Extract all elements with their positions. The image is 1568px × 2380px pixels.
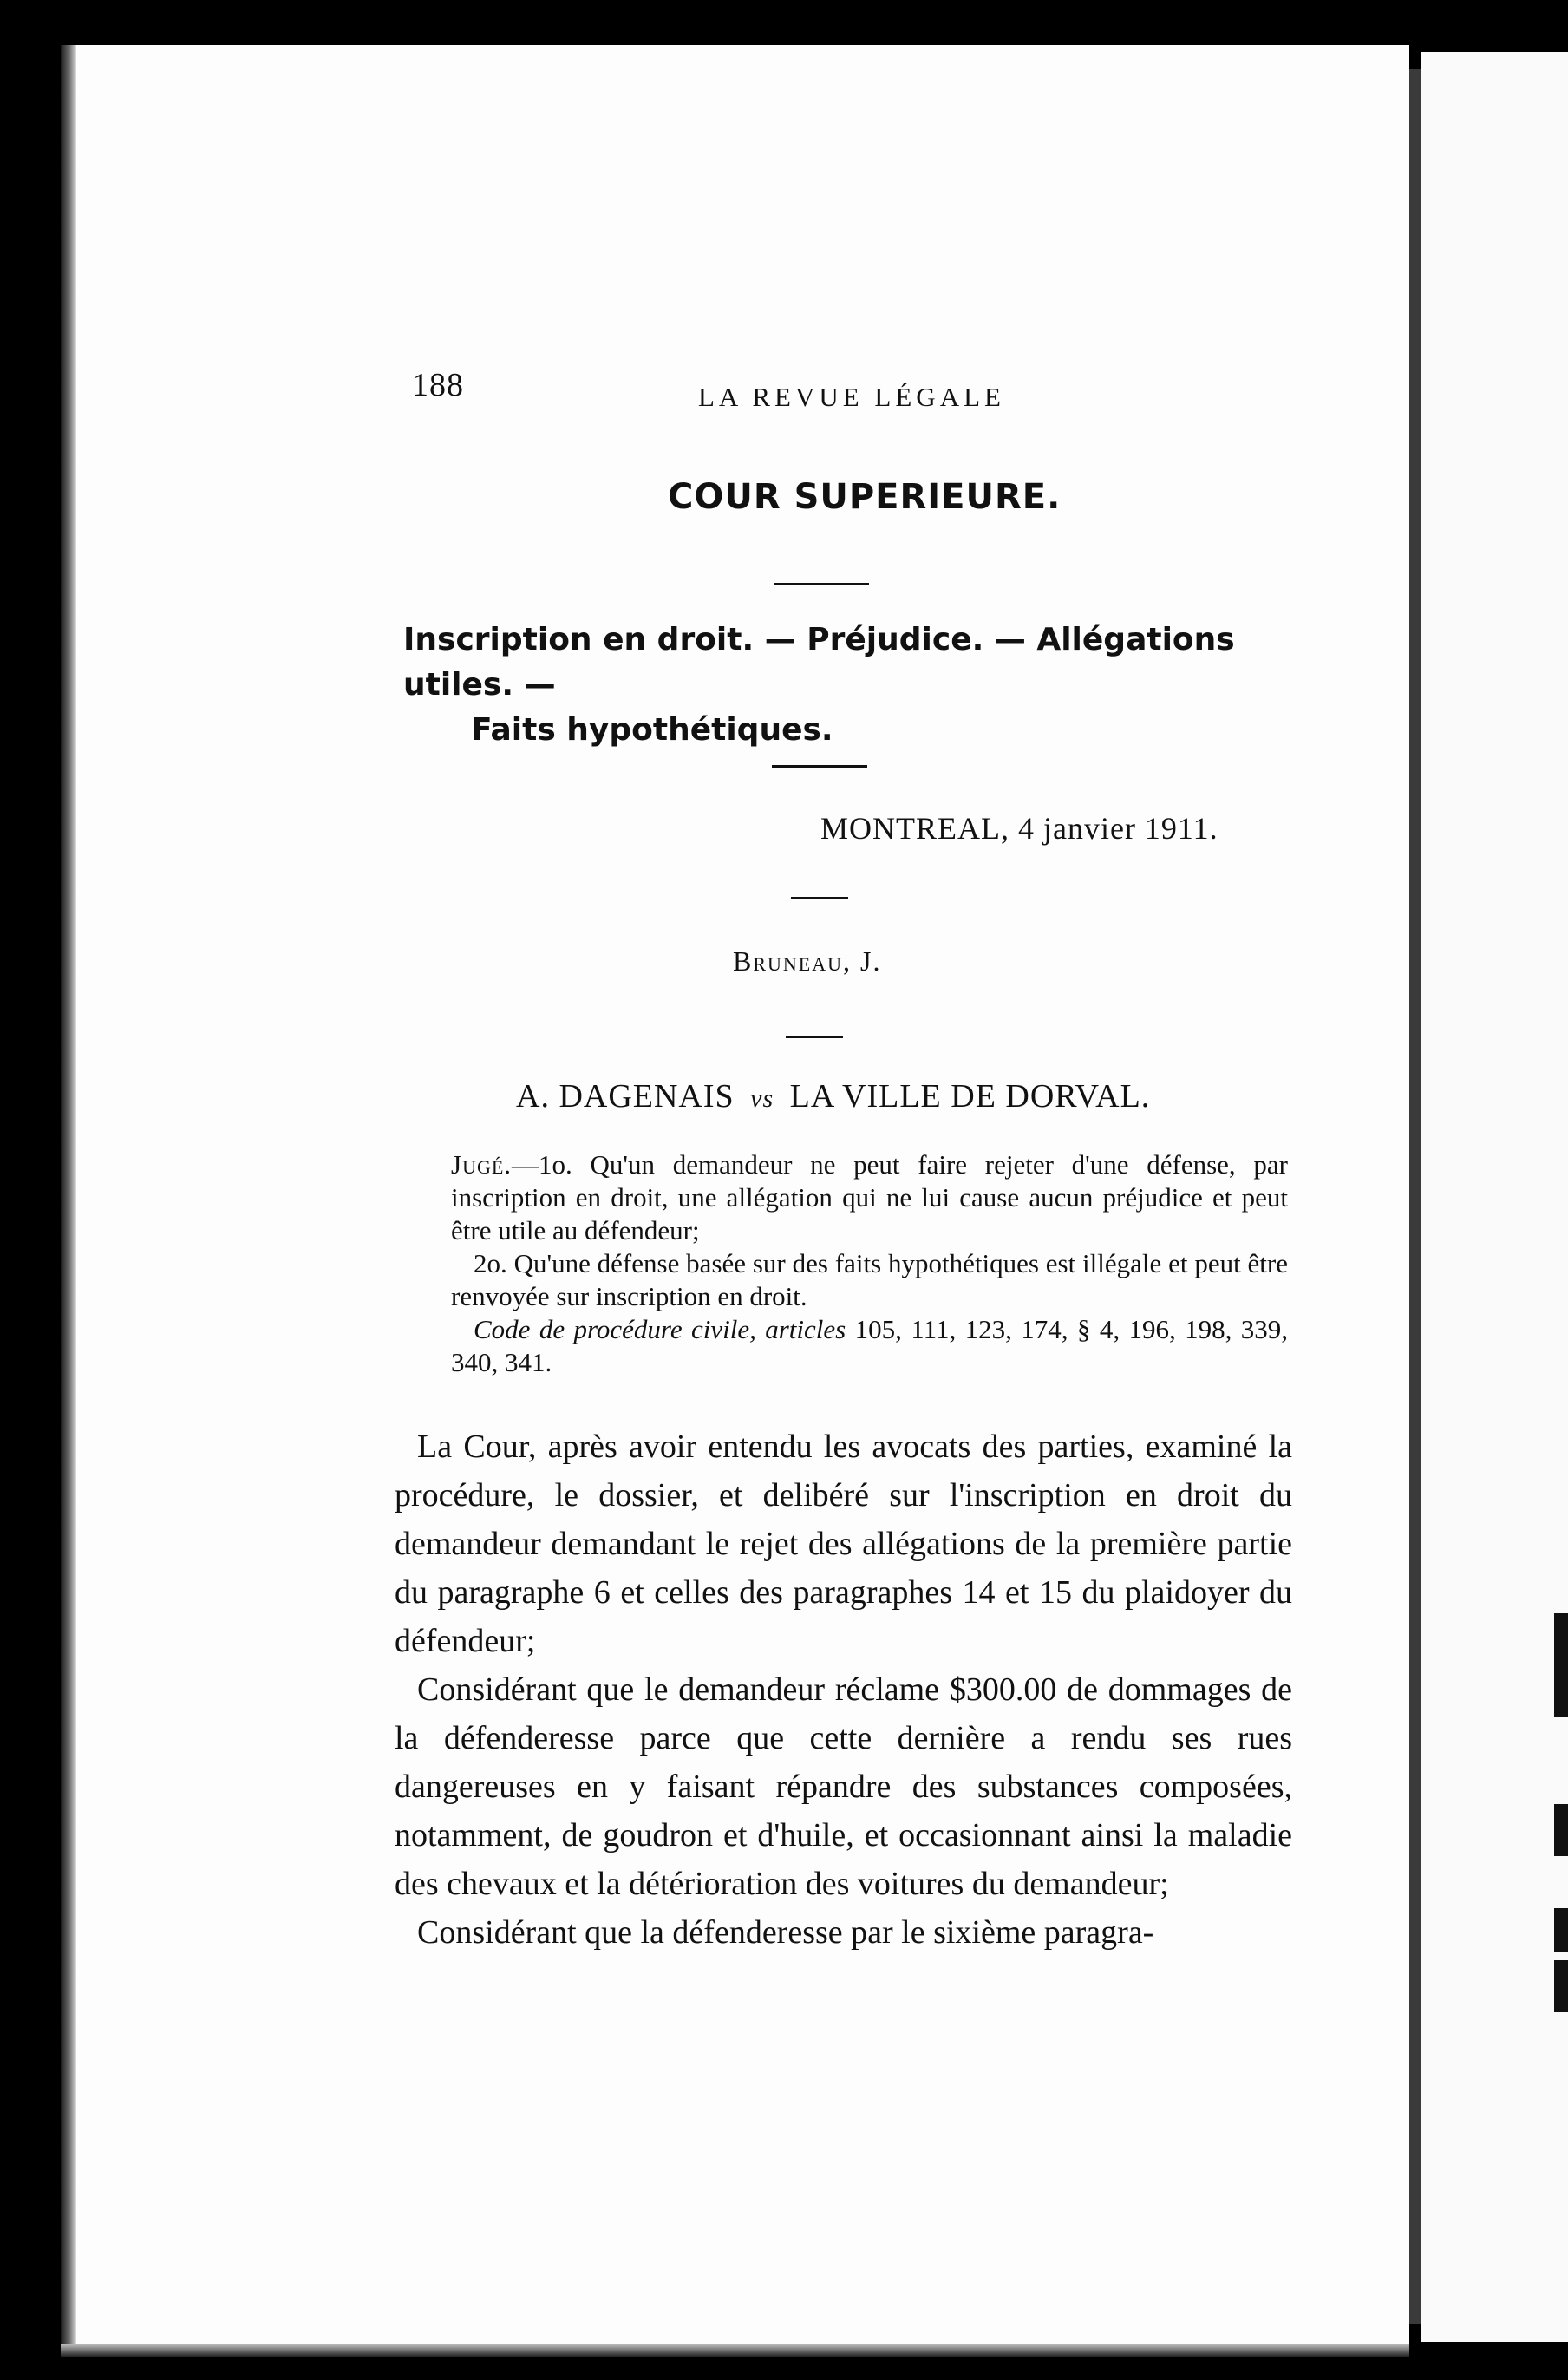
edge-mark [1554, 1613, 1568, 1717]
page-number: 188 [412, 367, 464, 403]
edge-mark [1554, 1908, 1568, 1952]
section-rule [786, 1036, 843, 1038]
paragraph: La Cour, après avoir entendu les avocats des parties, examiné la procédure, le dossier, et delibéré sur l'inscription en droit du demandeur demandant le rejet des allégations de la première partie du paragraphe 6 et celles des paragraphes 14 et 15 du plaidoyer du défendeur; [395, 1429, 1292, 1659]
section-rule [774, 583, 869, 585]
section-rule [791, 897, 848, 899]
paragraph: Considérant que le demandeur réclame $300.00 de dommages de la défenderesse parce que cette dernière a rendu ses rues dangereuses en y faisant répandre des substances composées, notamment, de goudron et d'huile, et occasionnant ainsi la maladie des chevaux et la détérioration des voitures du demandeur; [395, 1671, 1292, 1902]
headnote-point-2: 2o. Qu'une défense basée sur des faits hypothétiques est illégale et peut être renvoyée sur inscription en droit. [451, 1248, 1288, 1311]
court-title: COUR SUPERIEURE. [668, 477, 1062, 517]
edge-mark [1554, 1960, 1568, 2012]
case-parties [516, 1077, 1150, 1115]
versus: vs [750, 1084, 774, 1113]
headnote-label: Jugé. [451, 1149, 513, 1180]
book-page [61, 45, 1409, 2357]
subject-line-2: Faits hypothétiques. [471, 712, 833, 748]
subject-heading [403, 618, 1310, 753]
running-head: LA REVUE LÉGALE [698, 382, 1005, 412]
page-content [61, 45, 1409, 2357]
headnote-point-1-text: —1o. Qu'un demandeur ne peut faire rejeter d'une défense, par inscription en droit, une allégation qui ne lui cause aucun préjudice et peut être utile au défendeur; [451, 1149, 1288, 1246]
judgment-text [395, 1422, 1292, 1957]
facing-page-edge [1421, 52, 1568, 2342]
section-rule [772, 765, 867, 768]
edge-mark [1554, 1804, 1568, 1856]
subject-line-1: Inscription en droit. — Préjudice. — Allégations utiles. — [403, 622, 1235, 703]
headnote-point-1 [451, 1148, 1288, 1247]
book-gutter [1409, 69, 1421, 2324]
judge-name: Bruneau, J. [733, 945, 882, 977]
headnote [451, 1148, 1288, 1379]
defendant: LA VILLE DE DORVAL. [789, 1078, 1151, 1115]
code-reference-articles: 105, 111, 123, 174, § 4, 196, 198, 339, 340, 341. [451, 1314, 1289, 1377]
plaintiff: A. DAGENAIS [516, 1078, 735, 1115]
place-date: MONTREAL, 4 janvier 1911. [820, 811, 1218, 846]
code-reference [451, 1313, 1288, 1379]
code-reference-label: Code de procédure civile, articles [474, 1314, 846, 1344]
paragraph: Considérant que la défenderesse par le sixième paragra- [417, 1914, 1154, 1951]
